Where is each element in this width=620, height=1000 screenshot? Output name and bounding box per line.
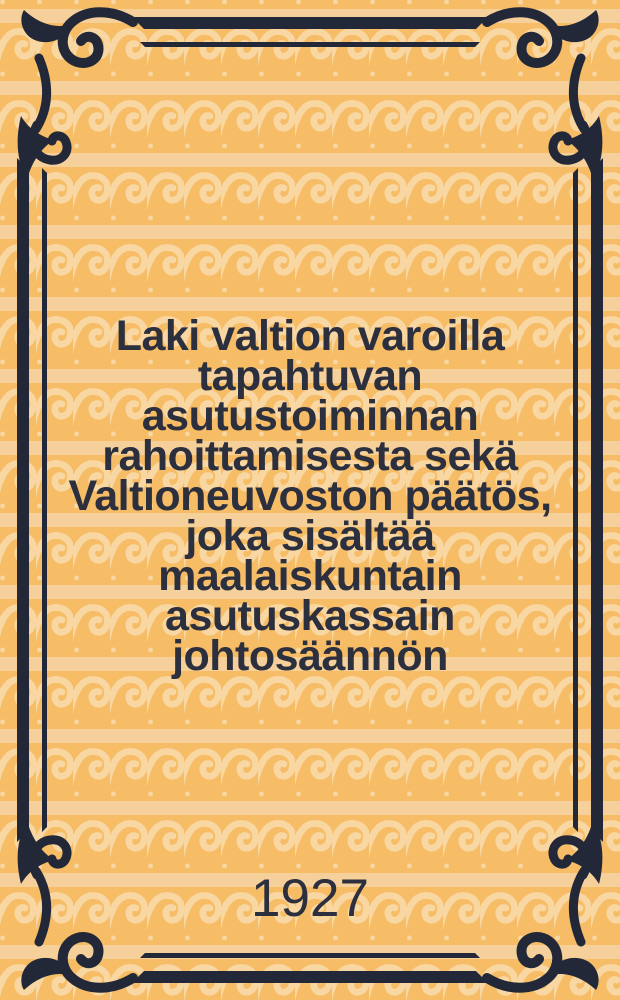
- cover-title: [45, 312, 575, 680]
- title-line: asutuskassain: [165, 592, 455, 640]
- title-line: asutustoiminnan: [141, 392, 479, 440]
- publication-year: 1927: [251, 869, 369, 928]
- title-line: Laki valtion varoilla: [115, 312, 505, 360]
- title-line: Valtioneuvoston päätös,: [68, 472, 552, 520]
- title-line: johtosäännön: [172, 632, 448, 680]
- title-line: joka sisältää: [185, 512, 435, 560]
- title-line: tapahtuvan: [197, 352, 423, 400]
- title-line: rahoittamisesta sekä: [102, 432, 518, 480]
- title-line: maalaiskuntain: [158, 552, 462, 600]
